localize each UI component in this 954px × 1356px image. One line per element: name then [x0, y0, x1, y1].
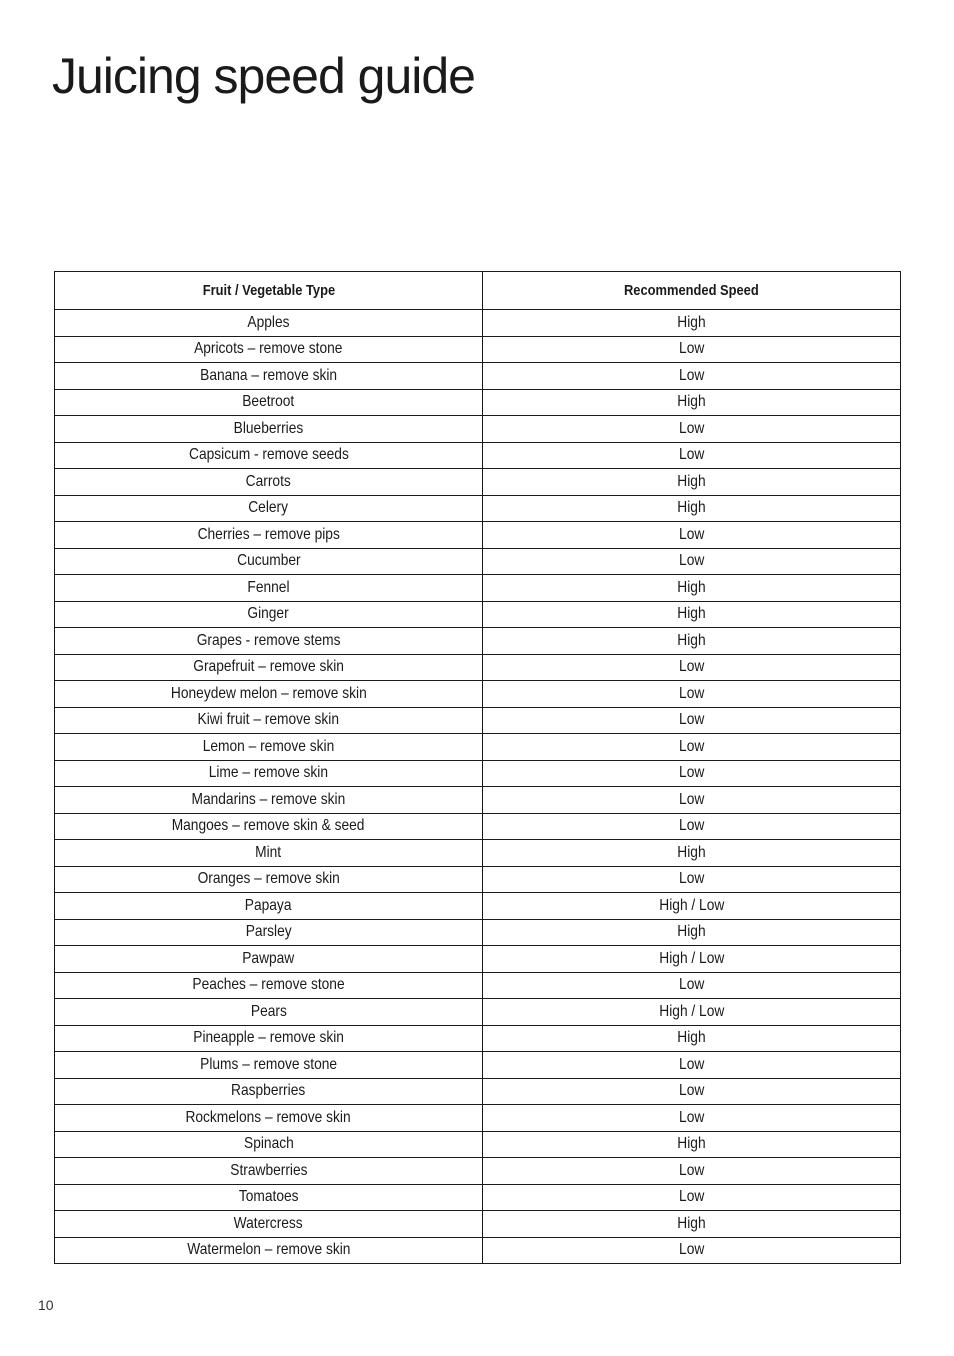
- cell-recommended-speed: High: [483, 1131, 901, 1158]
- cell-fruit-vegetable-type: Mangoes – remove skin & seed: [55, 813, 483, 840]
- cell-recommended-speed: High: [483, 389, 901, 416]
- cell-fruit-vegetable-type: Capsicum - remove seeds: [55, 442, 483, 469]
- cell-fruit-vegetable-type: Banana – remove skin: [55, 363, 483, 390]
- cell-fruit-vegetable-type: Cherries – remove pips: [55, 522, 483, 549]
- cell-fruit-vegetable-type: Peaches – remove stone: [55, 972, 483, 999]
- cell-fruit-vegetable-type: Parsley: [55, 919, 483, 946]
- cell-fruit-vegetable-type: Strawberries: [55, 1158, 483, 1185]
- cell-recommended-speed: Low: [483, 363, 901, 390]
- cell-recommended-speed: Low: [483, 654, 901, 681]
- cell-recommended-speed: Low: [483, 681, 901, 708]
- table-row: [55, 1105, 901, 1132]
- cell-fruit-vegetable-type: Pears: [55, 999, 483, 1026]
- table-row: [55, 389, 901, 416]
- cell-fruit-vegetable-type: Kiwi fruit – remove skin: [55, 707, 483, 734]
- cell-fruit-vegetable-type: Oranges – remove skin: [55, 866, 483, 893]
- cell-fruit-vegetable-type: Mandarins – remove skin: [55, 787, 483, 814]
- table-row: [55, 893, 901, 920]
- table-row: [55, 1131, 901, 1158]
- table-row: [55, 760, 901, 787]
- cell-recommended-speed: High: [483, 628, 901, 655]
- cell-recommended-speed: High: [483, 601, 901, 628]
- cell-recommended-speed: Low: [483, 416, 901, 443]
- cell-recommended-speed: Low: [483, 442, 901, 469]
- cell-fruit-vegetable-type: Plums – remove stone: [55, 1052, 483, 1079]
- cell-fruit-vegetable-type: Raspberries: [55, 1078, 483, 1105]
- cell-recommended-speed: Low: [483, 548, 901, 575]
- cell-fruit-vegetable-type: Pineapple – remove skin: [55, 1025, 483, 1052]
- table-row: [55, 787, 901, 814]
- table-row: [55, 442, 901, 469]
- cell-recommended-speed: Low: [483, 760, 901, 787]
- cell-fruit-vegetable-type: Beetroot: [55, 389, 483, 416]
- cell-recommended-speed: High: [483, 469, 901, 496]
- table-row: [55, 336, 901, 363]
- table-row: [55, 813, 901, 840]
- page-number: 10: [38, 1297, 54, 1313]
- cell-fruit-vegetable-type: Blueberries: [55, 416, 483, 443]
- cell-recommended-speed: High: [483, 310, 901, 337]
- table-row: [55, 946, 901, 973]
- cell-recommended-speed: High: [483, 575, 901, 602]
- table-row: [55, 495, 901, 522]
- table-row: [55, 522, 901, 549]
- cell-fruit-vegetable-type: Mint: [55, 840, 483, 867]
- table-row: [55, 601, 901, 628]
- table-row: [55, 919, 901, 946]
- table-row: [55, 1025, 901, 1052]
- table-row: [55, 575, 901, 602]
- juicing-speed-table: [54, 271, 901, 1264]
- table-row: [55, 416, 901, 443]
- column-header-speed: Recommended Speed: [483, 272, 901, 310]
- cell-fruit-vegetable-type: Lime – remove skin: [55, 760, 483, 787]
- cell-recommended-speed: Low: [483, 813, 901, 840]
- cell-fruit-vegetable-type: Fennel: [55, 575, 483, 602]
- cell-fruit-vegetable-type: Ginger: [55, 601, 483, 628]
- column-header-type: Fruit / Vegetable Type: [55, 272, 483, 310]
- cell-recommended-speed: Low: [483, 1078, 901, 1105]
- cell-fruit-vegetable-type: Grapes - remove stems: [55, 628, 483, 655]
- cell-recommended-speed: High: [483, 840, 901, 867]
- table-row: [55, 469, 901, 496]
- table-header-row: [55, 272, 901, 310]
- table-row: [55, 734, 901, 761]
- cell-fruit-vegetable-type: Lemon – remove skin: [55, 734, 483, 761]
- table-row: [55, 1158, 901, 1185]
- cell-recommended-speed: Low: [483, 336, 901, 363]
- cell-fruit-vegetable-type: Celery: [55, 495, 483, 522]
- cell-fruit-vegetable-type: Spinach: [55, 1131, 483, 1158]
- page-title: Juicing speed guide: [52, 48, 475, 104]
- table-row: [55, 972, 901, 999]
- table-row: [55, 628, 901, 655]
- cell-recommended-speed: Low: [483, 1105, 901, 1132]
- table-row: [55, 548, 901, 575]
- cell-fruit-vegetable-type: Watercress: [55, 1211, 483, 1238]
- cell-recommended-speed: High / Low: [483, 893, 901, 920]
- cell-fruit-vegetable-type: Tomatoes: [55, 1184, 483, 1211]
- cell-fruit-vegetable-type: Watermelon – remove skin: [55, 1237, 483, 1264]
- cell-recommended-speed: Low: [483, 734, 901, 761]
- table-row: [55, 1078, 901, 1105]
- cell-fruit-vegetable-type: Apricots – remove stone: [55, 336, 483, 363]
- cell-fruit-vegetable-type: Papaya: [55, 893, 483, 920]
- table-row: [55, 1184, 901, 1211]
- cell-recommended-speed: Low: [483, 1237, 901, 1264]
- cell-fruit-vegetable-type: Carrots: [55, 469, 483, 496]
- table-row: [55, 654, 901, 681]
- cell-recommended-speed: High / Low: [483, 999, 901, 1026]
- table-row: [55, 707, 901, 734]
- cell-fruit-vegetable-type: Apples: [55, 310, 483, 337]
- cell-recommended-speed: High: [483, 495, 901, 522]
- table-row: [55, 840, 901, 867]
- cell-recommended-speed: Low: [483, 866, 901, 893]
- cell-fruit-vegetable-type: Cucumber: [55, 548, 483, 575]
- table-body: [55, 310, 901, 1264]
- cell-fruit-vegetable-type: Grapefruit – remove skin: [55, 654, 483, 681]
- cell-recommended-speed: High: [483, 1211, 901, 1238]
- table-row: [55, 1052, 901, 1079]
- cell-recommended-speed: High: [483, 1025, 901, 1052]
- cell-fruit-vegetable-type: Honeydew melon – remove skin: [55, 681, 483, 708]
- cell-recommended-speed: Low: [483, 522, 901, 549]
- cell-recommended-speed: Low: [483, 1184, 901, 1211]
- cell-recommended-speed: Low: [483, 1158, 901, 1185]
- cell-fruit-vegetable-type: Rockmelons – remove skin: [55, 1105, 483, 1132]
- table-row: [55, 866, 901, 893]
- cell-fruit-vegetable-type: Pawpaw: [55, 946, 483, 973]
- table-row: [55, 1237, 901, 1264]
- table-row: [55, 363, 901, 390]
- cell-recommended-speed: High: [483, 919, 901, 946]
- cell-recommended-speed: High / Low: [483, 946, 901, 973]
- cell-recommended-speed: Low: [483, 787, 901, 814]
- table-row: [55, 681, 901, 708]
- table-row: [55, 310, 901, 337]
- cell-recommended-speed: Low: [483, 1052, 901, 1079]
- table-row: [55, 1211, 901, 1238]
- table-row: [55, 999, 901, 1026]
- cell-recommended-speed: Low: [483, 707, 901, 734]
- cell-recommended-speed: Low: [483, 972, 901, 999]
